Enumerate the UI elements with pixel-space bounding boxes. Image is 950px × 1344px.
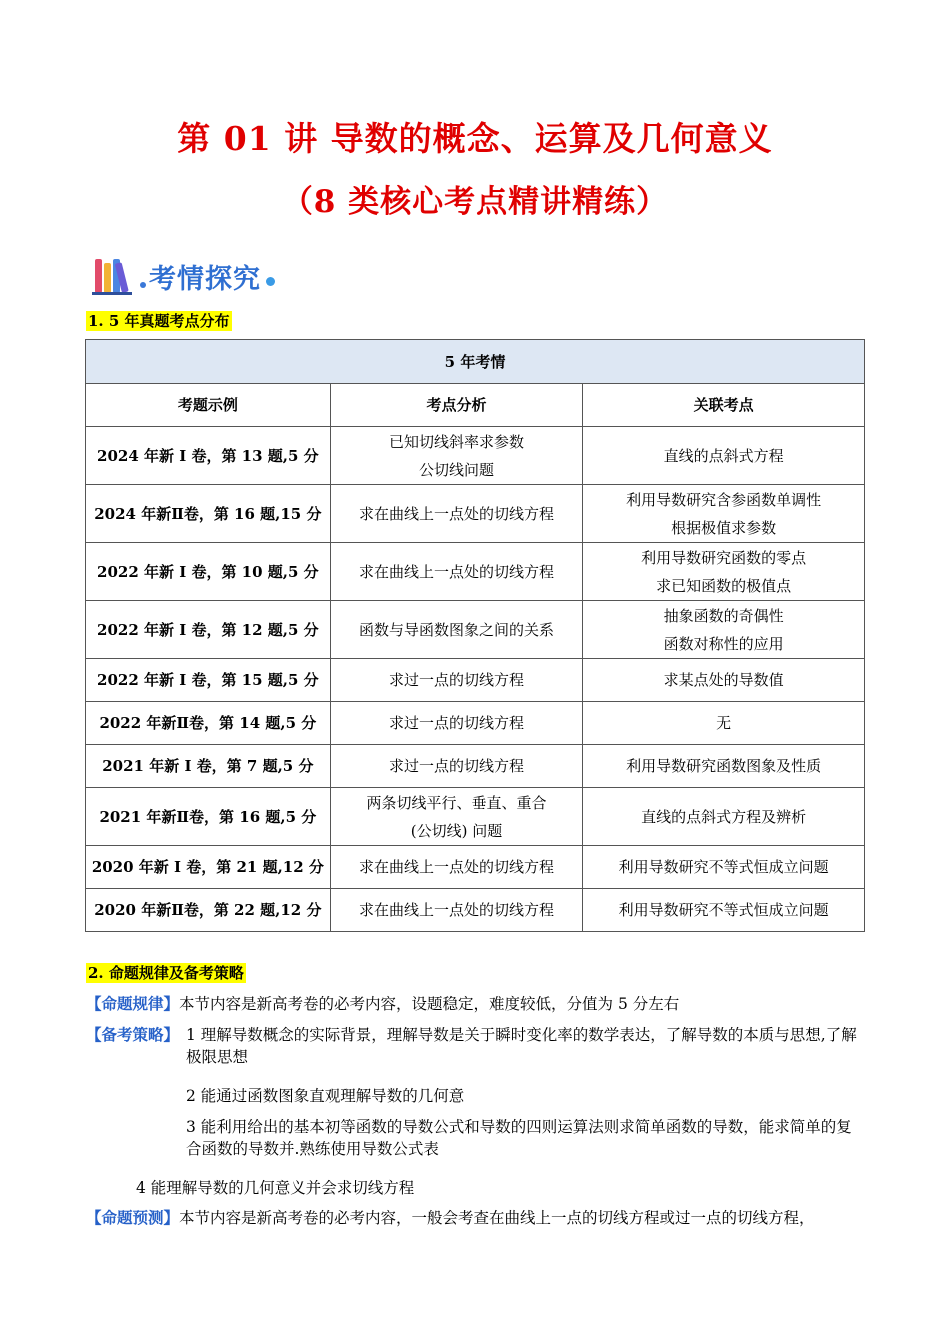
cell-related-line: 利用导数研究含参函数单调性 xyxy=(626,490,822,509)
cell-related xyxy=(583,601,865,659)
section2-heading: 2. 命题规律及备考策略 xyxy=(88,964,244,982)
cell-analysis xyxy=(330,485,583,543)
cell-related-line: 利用导数研究不等式恒成立问题 xyxy=(618,858,829,876)
table-header-exam: 考题示例 xyxy=(86,384,331,427)
cell-related-line: 求某点处的导数值 xyxy=(663,671,784,689)
forecast-text: 本节内容是新高考卷的必考内容，一般会考查在曲线上一点的切线方程或过一点的切线方程， xyxy=(179,1209,815,1227)
cell-related xyxy=(583,427,865,485)
cell-related-line: 无 xyxy=(716,714,732,732)
cell-analysis-line: 求过一点的切线方程 xyxy=(389,714,525,732)
section-banner xyxy=(92,253,275,299)
cell-exam: 2022 年新 I 卷，第 10 题,5 分 xyxy=(86,543,331,601)
cell-related xyxy=(583,788,865,846)
cell-exam: 2020 年新 I 卷，第 21 题,12 分 xyxy=(86,846,331,889)
dot-end-icon xyxy=(266,277,275,286)
table-row xyxy=(86,889,865,932)
cell-analysis xyxy=(330,788,583,846)
cell-analysis xyxy=(330,601,583,659)
cell-exam: 2024 年新 I 卷，第 13 题,5 分 xyxy=(86,427,331,485)
cell-related xyxy=(583,702,865,745)
cell-related xyxy=(583,659,865,702)
cell-analysis xyxy=(330,659,583,702)
forecast-tag: 【命题预测】 xyxy=(86,1208,180,1227)
cell-analysis-line: 公切线问题 xyxy=(419,460,495,479)
cell-related-line: 利用导数研究函数图象及性质 xyxy=(626,757,822,775)
cell-analysis-line: 两条切线平行、垂直、重合 xyxy=(366,793,547,812)
strategy-paragraph xyxy=(86,1024,866,1066)
table-row xyxy=(86,702,865,745)
cell-exam: 2022 年新 I 卷，第 15 题,5 分 xyxy=(86,659,331,702)
cell-analysis xyxy=(330,702,583,745)
page-title: 第 01 讲 导数的概念、运算及几何意义 xyxy=(177,119,773,158)
cell-related-line: 求已知函数的极值点 xyxy=(656,576,792,595)
cell-related xyxy=(583,485,865,543)
books-icon xyxy=(92,257,138,295)
cell-related-line: 直线的点斜式方程及辨析 xyxy=(641,807,807,826)
cell-analysis-line: 函数与导函数图象之间的关系 xyxy=(359,620,555,639)
strategy-item-3: 3 能利用给出的基本初等函数的导数公式和导数的四则运算法则求简单函数的导数，能求简单的复合函数的导数并.熟练使用导数公式表 xyxy=(186,1118,852,1158)
rule-paragraph xyxy=(86,993,679,1015)
dot-icon xyxy=(140,282,146,288)
table-row xyxy=(86,601,865,659)
table-row xyxy=(86,745,865,788)
cell-related-line: 抽象函数的奇偶性 xyxy=(663,606,784,625)
cell-related xyxy=(583,889,865,932)
table-header-related: 关联考点 xyxy=(583,384,865,427)
cell-analysis xyxy=(330,427,583,485)
cell-analysis-line: 求过一点的切线方程 xyxy=(389,757,525,775)
page-subtitle: （8 类核心考点精讲精练） xyxy=(281,184,669,220)
table-row xyxy=(86,427,865,485)
cell-related-line: 利用导数研究函数的零点 xyxy=(641,548,807,567)
strategy-item-4: 4 能理解导数的几何意义并会求切线方程 xyxy=(136,1179,415,1197)
cell-analysis-line: 求在曲线上一点处的切线方程 xyxy=(359,901,555,919)
section-banner-label: 考情探究 xyxy=(149,263,261,295)
cell-related-line: 利用导数研究不等式恒成立问题 xyxy=(618,901,829,919)
cell-analysis-line: 求在曲线上一点处的切线方程 xyxy=(359,858,555,876)
rule-tag: 【命题规律】 xyxy=(86,994,180,1013)
cell-exam: 2020 年新Ⅱ卷，第 22 题,12 分 xyxy=(86,889,331,932)
strategy-tag: 【备考策略】 xyxy=(86,1025,180,1044)
cell-related xyxy=(583,745,865,788)
rule-text: 本节内容是新高考卷的必考内容，设题稳定，难度较低，分值为 5 分左右 xyxy=(179,995,680,1013)
cell-analysis-line: 求在曲线上一点处的切线方程 xyxy=(359,504,555,523)
cell-analysis xyxy=(330,745,583,788)
table-row xyxy=(86,846,865,889)
cell-exam: 2021 年新Ⅱ卷，第 16 题,5 分 xyxy=(86,788,331,846)
cell-analysis xyxy=(330,543,583,601)
cell-related-line: 函数对称性的应用 xyxy=(663,634,784,653)
table-row xyxy=(86,485,865,543)
cell-related xyxy=(583,846,865,889)
forecast-paragraph xyxy=(86,1207,876,1229)
cell-related-line: 直线的点斜式方程 xyxy=(663,446,784,465)
table-caption: 5 年考情 xyxy=(86,340,865,384)
table-header-analysis: 考点分析 xyxy=(330,384,583,427)
cell-exam: 2022 年新 I 卷，第 12 题,5 分 xyxy=(86,601,331,659)
strategy-item-2: 2 能通过函数图象直观理解导数的几何意 xyxy=(186,1087,465,1105)
cell-exam: 2022 年新Ⅱ卷，第 14 题,5 分 xyxy=(86,702,331,745)
cell-analysis-line: 求过一点的切线方程 xyxy=(389,671,525,689)
cell-related-line: 根据极值求参数 xyxy=(671,518,777,537)
exam-distribution-table xyxy=(85,339,865,932)
table-row xyxy=(86,543,865,601)
cell-analysis xyxy=(330,846,583,889)
cell-exam: 2021 年新 I 卷，第 7 题,5 分 xyxy=(86,745,331,788)
strategy-item-1: 1 理解导数概念的实际背景，理解导数是关于瞬时变化率的数学表达，了解导数的本质与思想,了解极限思想 xyxy=(186,1026,857,1066)
cell-analysis-line: 已知切线斜率求参数 xyxy=(389,432,525,451)
cell-related xyxy=(583,543,865,601)
table-row xyxy=(86,788,865,846)
cell-analysis-line: 求在曲线上一点处的切线方程 xyxy=(359,562,555,581)
section1-heading: 1. 5 年真题考点分布 xyxy=(88,312,230,330)
cell-analysis-line: (公切线) 问题 xyxy=(410,821,503,840)
cell-exam: 2024 年新Ⅱ卷，第 16 题,15 分 xyxy=(86,485,331,543)
table-row xyxy=(86,659,865,702)
cell-analysis xyxy=(330,889,583,932)
